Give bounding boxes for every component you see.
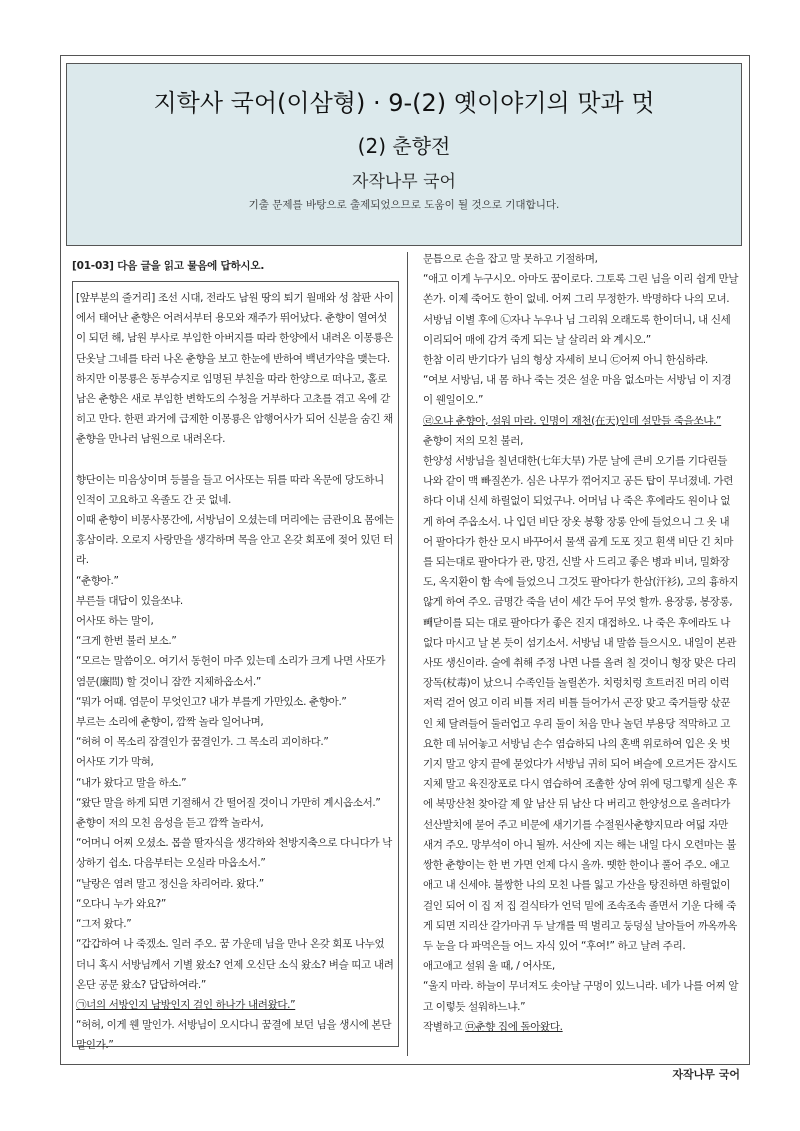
passage-line: 춘향이 저의 모친 불러, xyxy=(423,434,524,447)
passage-line: 어사또 기가 막혀, xyxy=(76,756,154,769)
passage-line: “춘향아.” xyxy=(76,574,119,587)
passage-line: “여보 서방님, 내 몸 하나 죽는 것은 설운 마음 없소마는 서방님 이 지경이 웬일이오.” xyxy=(423,374,732,407)
passage-line: “내가 왔다고 말을 하소.” xyxy=(76,776,187,789)
passage-line: “오다니 누가 와요?” xyxy=(76,897,166,910)
passage-line: 부른들 대답이 있을쏘냐. xyxy=(76,594,183,607)
passage-line: “날랑은 염려 말고 정신을 차리어라. 왔다.” xyxy=(76,877,264,890)
passage-line: “갑갑하여 나 죽겠소. 일러 주오. 꿈 가운데 님을 만나 온갖 회포 나누었더니 혹시 서방님께서 기별 왔소? 언제 오신단 소식 왔소? 벼슬 띠고 내려온단 공문 왔소? 답답하여라.” xyxy=(76,938,394,991)
passage-line: “크게 한번 불러 보소.” xyxy=(76,635,177,648)
passage-line: “울지 마라. 하늘이 무너져도 솟아날 구멍이 있느니라. 네가 나를 어찌 알고 이렇듯 설워하느냐.” xyxy=(423,980,739,1013)
question-header: [01-03] 다음 글을 읽고 물음에 답하시오. xyxy=(72,260,265,272)
underlined-passage-d: ㉣오냐 춘향아, 설워 마라. 인명이 재천(在天)인데 설만들 죽을쏘냐.” xyxy=(423,414,722,427)
passage-line: 춘향이 저의 모친 음성을 듣고 깜짝 놀라서, xyxy=(76,817,264,830)
passage-right-text xyxy=(423,249,742,1037)
title-box xyxy=(66,63,742,246)
passage-line: “뭐가 어때. 염문이 무엇인고? 내가 부를게 가만있소. 춘향아.” xyxy=(76,695,347,708)
passage-line: “그저 왔다.” xyxy=(76,918,132,931)
passage-line: “왔단 말을 하게 되면 기절해서 간 떨어질 것이니 가만히 계시옵소서.” xyxy=(76,796,381,809)
last-line-prefix: 작별하고 xyxy=(423,1020,466,1033)
underlined-passage-a: ㉠너의 서방인지 남방인지 걸인 하나가 내려왔다.” xyxy=(76,998,296,1011)
passage-line: “허허 이 목소리 잠결인가 꿈결인가. 그 목소리 괴이하다.” xyxy=(76,736,329,749)
underlined-passage-e: ㉤춘향 집에 돌아왔다. xyxy=(465,1020,563,1033)
passage-line: 한참 이리 반기다가 님의 형상 자세히 보니 ㉢어찌 아니 한심하랴. xyxy=(423,354,708,367)
passage-line: 한양성 서방님을 칠년대한(七年大旱) 가문 날에 큰비 오기를 기다린들 나와 같이 맥 빠질쏜가. 심은 나무가 꺾어지고 공든 탑이 무너졌네. 가련하다 이내 신세 하릴없이 되었구나. 어머님 나 죽은 후에라도 원이나 없게 하여 주옵소서. 나 입던 비단 장옷 봉황 장롱 안에 들었으니 그 옷 내어 팔아다가 한산 모시 바꾸어서 물색 곱게 도포 짓고 흰색 비단 긴 치마를 되는대로 팔아다가 관, 망건, 신발 사 드리고 좋은 병과 비녀, 밀화장도, 옥지환이 함 속에 들었으니 그것도 팔아다가 한삼(汗衫), 고의 흉하지 않게 하여 주오. 금명간 죽을 년이 세간 두어 무엇 할까. 용장롱, 봉장롱, 빼닫이를 되는 대로 팔아다가 좋은 진지 대접하오. 나 죽은 후에라도 나 없다 마시고 날 본 듯이 섬기소서. 서방님 내 말씀 들으시오. 내일이 본관 사또 생신이라. 술에 취해 주정 나면 나를 올려 칠 것이니 형장 맞은 다리 장독(杖毒)이 났으니 수족인들 놀릴쏜가. 치렁치렁 흐트러진 머리 이럭저럭 걷어 얹고 이리 비틀 저리 비틀 들어가서 곤장 맞고 죽거들랑 삯꾼인 체 달려들어 둘러업고 우리 둘이 처음 만나 놀던 부용당 적막하고 고요한 데 뉘어놓고 서방님 손수 염습하되 나의 혼백 위로하여 입은 옷 벗기지 말고 양지 끝에 묻었다가 서방님 귀히 되어 벼슬에 오르거든 잠시도 지체 말고 육진장포로 다시 염습하여 조촐한 상여 위에 덩그렇게 실은 후에 북망산천 찾아갈 제 앞 남산 뒤 남산 다 버리고 한양성으로 올려다가 선산발치에 묻어 주고 비문에 새기기를 수절원사춘향지묘라 여덟 자만 새겨 주오. 망부석이 아니 될까. 서산에 지는 해는 내일 다시 오련마는 불쌍한 춘향이는 한 번 가면 언제 다시 올까. 뗏한 한이나 풀어 주오. 애고애고 내 신세야. 불쌍한 나의 모친 나를 잃고 가산을 탕진하면 하릴없이 걸인 되어 이 집 저 집 걸식타가 언덕 밑에 조속조속 졸면서 기운 다해 죽게 되면 지리산 갈가마귀 두 날개를 떡 벌리고 둥덩실 날아들어 까옥까옥 두 눈을 다 파먹은들 어느 자식 있어 “후여!” 하고 날려 주리. xyxy=(423,455,742,952)
page-title: 지학사 국어(이삼형) · 9-(2) 옛이야기의 맛과 멋 xyxy=(153,89,655,117)
passage-line: “애고 이게 누구시오. 아마도 꿈이로다. 그토록 그린 님을 이리 쉽게 만날쏜가. 이제 죽어도 한이 없네. 어찌 그리 무정한가. 박명하다 나의 모녀. 서방님 이별 후에 ㉡자나 누우나 님 그리워 오래도록 한이더니, 내 신세 이리되어 매에 감겨 죽게 되는 날 살리러 와 계시오.” xyxy=(423,273,739,346)
passage-line: 이때 춘향이 비몽사몽간에, 서방님이 오셨는데 머리에는 금관이요 몸에는 홍삼이라. 오로지 사랑만을 생각하며 목을 안고 온갖 회포에 젖어 있던 터라. xyxy=(76,514,397,567)
passage-line: 문틈으로 손을 잡고 말 못하고 기절하며, xyxy=(423,253,598,265)
passage-last-line xyxy=(423,1017,739,1037)
passage-line: 향단이는 미음상이며 등불을 들고 어사또는 뒤를 따라 옥문에 당도하니 인적이 고요하고 옥졸도 간 곳 없네. xyxy=(76,473,387,506)
passage-line: 어사또 하는 말이, xyxy=(76,615,154,628)
passage-left-text xyxy=(76,288,397,1056)
passage-line: “모르는 말씀이오. 여기서 동헌이 마주 있는데 소리가 크게 나면 사또가 염문(廉問) 할 것이니 잠깐 지체하옵소서.” xyxy=(76,655,389,688)
passage-line: 부르는 소리에 춘향이, 깜짝 놀라 일어나며, xyxy=(76,716,264,729)
author-label: 자작나무 국어 xyxy=(352,172,456,192)
footer-brand: 자작나무 국어 xyxy=(672,1068,740,1081)
passage-line: “허허, 이게 웬 말인가. 서방님이 오시다니 꿈결에 보던 님을 생시에 본단 말인가.” xyxy=(76,1019,395,1052)
page-subtitle: (2) 춘향전 xyxy=(357,134,451,158)
summary-paragraph: [앞부분의 줄거리] 조선 시대, 전라도 남원 땅의 퇴기 월매와 성 참판 사이에서 태어난 춘향은 어려서부터 용모와 재주가 뛰어났다. 춘향이 열여섯이 되던 해, 남원 부사로 부임한 아버지를 따라 한양에서 내려온 이몽룡은 단옷날 그네를 타러 나온 춘향을 보고 한눈에 반하여 백년가약을 맺는다. 하지만 이몽룡은 동부승지로 임명된 부친을 따라 한양으로 떠나고, 홀로 남은 춘향은 새로 부임한 변학도의 수청을 거부하다 고초를 겪고 옥에 갇히고 만다. 한편 과거에 급제한 이몽룡은 암행어사가 되어 신분을 숨긴 채 춘향을 만나러 남원으로 내려온다. xyxy=(76,292,396,446)
passage-line: “어머니 어찌 오셨소. 몹쓸 딸자식을 생각하와 천방지축으로 다니다가 낙상하기 쉽소. 다음부터는 오실라 마옵소서.” xyxy=(76,837,392,870)
description: 기출 문제를 바탕으로 출제되었으므로 도움이 될 것으로 기대합니다. xyxy=(248,199,560,211)
passage-line: 애고애고 설워 울 때, / 어사또, xyxy=(423,960,555,973)
